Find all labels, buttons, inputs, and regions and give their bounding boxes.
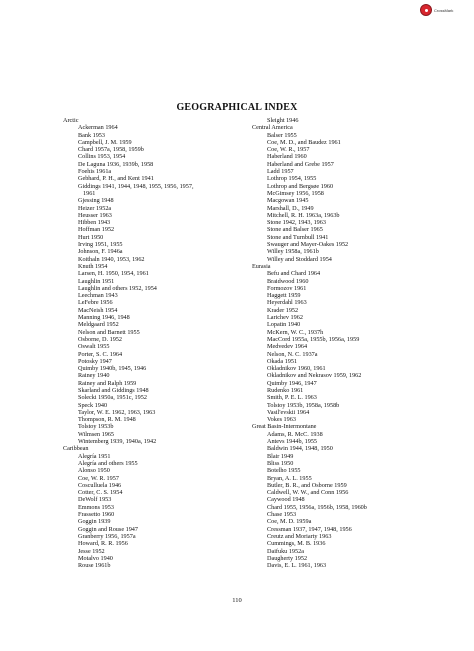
index-entry: Coe, M. D., and Baudez 1961 bbox=[267, 138, 341, 146]
index-entry: MacCord 1955a, 1955b, 1956a, 1959 bbox=[267, 335, 360, 343]
crossmark-badge[interactable] bbox=[420, 4, 453, 16]
index-entry: Marshall, D., 1949 bbox=[267, 204, 314, 212]
index-heading: Caribbean bbox=[63, 445, 89, 453]
index-heading: Great Basin-Intermontane bbox=[252, 423, 317, 431]
index-entry: Gebhard, P. H., and Kent 1941 bbox=[78, 175, 154, 183]
index-entry: Ladd 1957 bbox=[267, 168, 294, 176]
index-entry: Blair 1949 bbox=[267, 452, 294, 460]
index-entry: Lothrop 1954, 1955 bbox=[267, 175, 317, 183]
index-entry: Bliss 1950 bbox=[267, 459, 294, 467]
index-entry: Skarland and Giddings 1948 bbox=[78, 386, 149, 394]
index-entry: Irving 1951, 1955 bbox=[78, 241, 123, 249]
index-entry: Campbell, J. M. 1959 bbox=[78, 138, 132, 146]
index-entry: Wintemberg 1939, 1940a, 1942 bbox=[78, 438, 157, 446]
index-entry: Cummings, M. B. 1936 bbox=[267, 540, 326, 548]
index-entry: Davis, E. L. 1961, 1963 bbox=[267, 562, 327, 570]
index-entry: Koithaln 1940, 1953, 1962 bbox=[78, 255, 145, 263]
index-entry: Nelson and Barnett 1955 bbox=[78, 328, 140, 336]
crossmark-label: CrossMark bbox=[434, 7, 454, 13]
index-entry: LeFebre 1956 bbox=[78, 299, 113, 307]
index-entry: Medvedev 1964 bbox=[267, 343, 308, 351]
index-entry: Coe, M. D. 1959a bbox=[267, 518, 312, 526]
index-heading: Arctic bbox=[63, 117, 79, 124]
index-entry: Quimby 1940b, 1945, 1946 bbox=[78, 365, 147, 373]
index-entry: Hibben 1943 bbox=[78, 219, 111, 227]
index-entry: Osborne, D. 1952 bbox=[78, 335, 122, 343]
index-entry: Chase 1953 bbox=[267, 511, 297, 519]
index-entry: Krader 1952 bbox=[267, 306, 299, 314]
index-entry: Antevs 1944b, 1955 bbox=[267, 438, 318, 446]
index-entry: Quimby 1946, 1947 bbox=[267, 379, 317, 387]
index-entry: Haggett 1959 bbox=[267, 292, 301, 300]
index-entry: Coe, W. R., 1957 bbox=[267, 146, 310, 154]
index-entry: Balser 1955 bbox=[267, 131, 297, 139]
index-entry: Hoffman 1952 bbox=[78, 226, 115, 234]
index-column-right bbox=[252, 117, 412, 569]
index-entry: Goggin and Rouse 1947 bbox=[78, 525, 138, 533]
index-entry: Jesse 1952 bbox=[78, 547, 105, 555]
index-entry: Mitchell, R. H. 1963a, 1963b bbox=[267, 211, 340, 219]
index-entry: Heyerdahl 1963 bbox=[267, 299, 307, 307]
index-entry: Speck 1940 bbox=[78, 401, 108, 409]
index-entry: Larichev 1962 bbox=[267, 314, 303, 322]
index-entry: Willey and Stoddard 1954 bbox=[267, 255, 332, 263]
index-entry: Cressman 1937, 1947, 1948, 1956 bbox=[267, 525, 352, 533]
index-entry: Chard 1955, 1956a, 1956b, 1958, 1960b bbox=[267, 503, 367, 511]
index-entry: Knuth 1954 bbox=[78, 262, 108, 270]
index-entry: Laughlin 1951 bbox=[78, 277, 115, 285]
index-entry: Alegría 1951 bbox=[78, 452, 111, 460]
index-entry: Cosculluela 1946 bbox=[78, 481, 122, 489]
index-entry: McGimsey 1956, 1958 bbox=[267, 189, 324, 197]
index-entry: Caldwell, W. W., and Conn 1956 bbox=[267, 489, 349, 497]
index-heading: Eurasia bbox=[252, 262, 271, 270]
index-entry: Porter, S. C. 1964 bbox=[78, 350, 123, 358]
index-entry: Sleight 1946 bbox=[267, 117, 299, 124]
index-entry: Creutz and Moriarty 1963 bbox=[267, 532, 332, 540]
index-entry: Meldgaard 1952 bbox=[78, 321, 119, 329]
index-entry: Foehis 1961a bbox=[78, 168, 112, 176]
index-entry: Vokes 1963 bbox=[267, 416, 296, 424]
index-entry: Lopatin 1940 bbox=[267, 321, 301, 329]
index-entry: Alonso 1950 bbox=[78, 467, 110, 475]
index-entry: De Laguna 1936, 1939b, 1958 bbox=[78, 160, 154, 168]
index-entry: Lothrop and Bergsøe 1960 bbox=[267, 182, 334, 190]
index-entry: Laughlin and others 1952, 1954 bbox=[78, 284, 157, 292]
index-entry: Stone and Turnbull 1941 bbox=[267, 233, 329, 241]
index-entry: Okada 1951 bbox=[267, 357, 298, 365]
index-entry: Johnson, F. 1946a bbox=[78, 248, 123, 256]
index-entry: Leechman 1943 bbox=[78, 292, 118, 300]
page-title: GEOGRAPHICAL INDEX bbox=[176, 102, 298, 113]
index-entry: Cotter, C. S. 1954 bbox=[78, 489, 123, 497]
index-entry: Willey 1958a, 1961b bbox=[267, 248, 319, 256]
index-entry: Daifuku 1952a bbox=[267, 547, 304, 555]
index-entry: Haberland 1960 bbox=[267, 153, 307, 161]
index-entry: Gjessing 1948 bbox=[78, 197, 114, 205]
index-entry: Vasil'evskii 1964 bbox=[267, 408, 310, 416]
index-entry: 1961 bbox=[83, 189, 96, 197]
index-entry: Okladnikov and Nekrasov 1959, 1962 bbox=[267, 372, 362, 380]
index-entry: Alegría and others 1955 bbox=[78, 459, 138, 467]
index-entry: MacNeish 1954 bbox=[78, 306, 118, 314]
index-entry: Swauger and Mayer-Oakes 1952 bbox=[267, 241, 349, 249]
index-entry: Howard, R. R. 1956 bbox=[78, 540, 128, 548]
index-entry: Collins 1953, 1954 bbox=[78, 153, 126, 161]
index-entry: Braidwood 1960 bbox=[267, 277, 309, 285]
index-entry: Rainey and Ralph 1959 bbox=[78, 379, 137, 387]
page-number: 110 bbox=[232, 597, 242, 604]
index-entry: Rainey 1940 bbox=[78, 372, 110, 380]
index-entry: Potosky 1947 bbox=[78, 357, 112, 365]
index-entry: Frassetto 1960 bbox=[78, 511, 115, 519]
index-entry: Taylor, W. E. 1962, 1963, 1963 bbox=[78, 408, 156, 416]
index-entry: Caywood 1948 bbox=[267, 496, 305, 504]
index-entry: Tolstoy 1953b, 1958a, 1958b bbox=[267, 401, 340, 409]
index-entry: Formozov 1961 bbox=[267, 284, 307, 292]
index-entry: Befu and Chard 1964 bbox=[267, 270, 321, 278]
index-entry: Thompson, R. M. 1948 bbox=[78, 416, 136, 424]
index-entry: Solecki 1950a, 1951c, 1952 bbox=[78, 394, 147, 402]
index-entry: Larsen, H. 1950, 1954, 1961 bbox=[78, 270, 149, 278]
index-entry: Adams, R. McC. 1938 bbox=[267, 430, 323, 438]
index-entry: Chard 1957a, 1958, 1959b bbox=[78, 146, 144, 154]
index-entry: DeWolf 1953 bbox=[78, 496, 112, 504]
index-entry: Motalvo 1940 bbox=[78, 554, 113, 562]
index-entry: Manning 1946, 1948 bbox=[78, 314, 130, 322]
index-entry: Oswalt 1955 bbox=[78, 343, 110, 351]
index-column-left bbox=[63, 117, 248, 569]
index-entry: Ackerman 1964 bbox=[78, 124, 118, 132]
index-entry: Botelho 1955 bbox=[267, 467, 301, 475]
index-entry: Nelson, N. C. 1937a bbox=[267, 350, 318, 358]
index-entry: Bryan, A. L. 1955 bbox=[267, 474, 312, 482]
index-entry: Macgowan 1945 bbox=[267, 197, 309, 205]
index-entry: Granberry 1956, 1957a bbox=[78, 532, 136, 540]
index-entry: Bank 1953 bbox=[78, 131, 105, 139]
index-entry: McKern, W. C., 1937h bbox=[267, 328, 324, 336]
index-entry: Stone and Balser 1965 bbox=[267, 226, 323, 234]
index-entry: Heizer 1952a bbox=[78, 204, 112, 212]
index-entry: Baldwin 1944, 1948, 1950 bbox=[267, 445, 333, 453]
index-entry: Heusser 1963 bbox=[78, 211, 112, 219]
index-entry: Smith, P. E. L. 1963 bbox=[267, 394, 317, 402]
index-entry: Haberland and Grebe 1957 bbox=[267, 160, 334, 168]
index-entry: Hurt 1950 bbox=[78, 233, 104, 241]
index-entry: Emmons 1953 bbox=[78, 503, 114, 511]
index-entry: Rouse 1961b bbox=[78, 562, 111, 570]
index-entry: Butler, B. R., and Osborne 1959 bbox=[267, 481, 347, 489]
index-entry: Tolstoy 1953b bbox=[78, 423, 114, 431]
index-entry: Wilmsen 1965 bbox=[78, 430, 115, 438]
index-entry: Rudenko 1961 bbox=[267, 386, 304, 394]
index-entry: Goggin 1939 bbox=[78, 518, 111, 526]
index-entry: Okladnikov 1960, 1961 bbox=[267, 365, 326, 373]
index-entry: Giddings 1941, 1944, 1948, 1955, 1956, 1957, bbox=[78, 182, 194, 190]
index-heading: Central America bbox=[252, 124, 293, 132]
index-entry: Daugherty 1952 bbox=[267, 554, 308, 562]
index-entry: Coe, W. R. 1957 bbox=[78, 474, 119, 482]
crossmark-icon bbox=[420, 4, 432, 16]
index-entry: Stone 1942, 1943, 1963 bbox=[267, 219, 326, 227]
